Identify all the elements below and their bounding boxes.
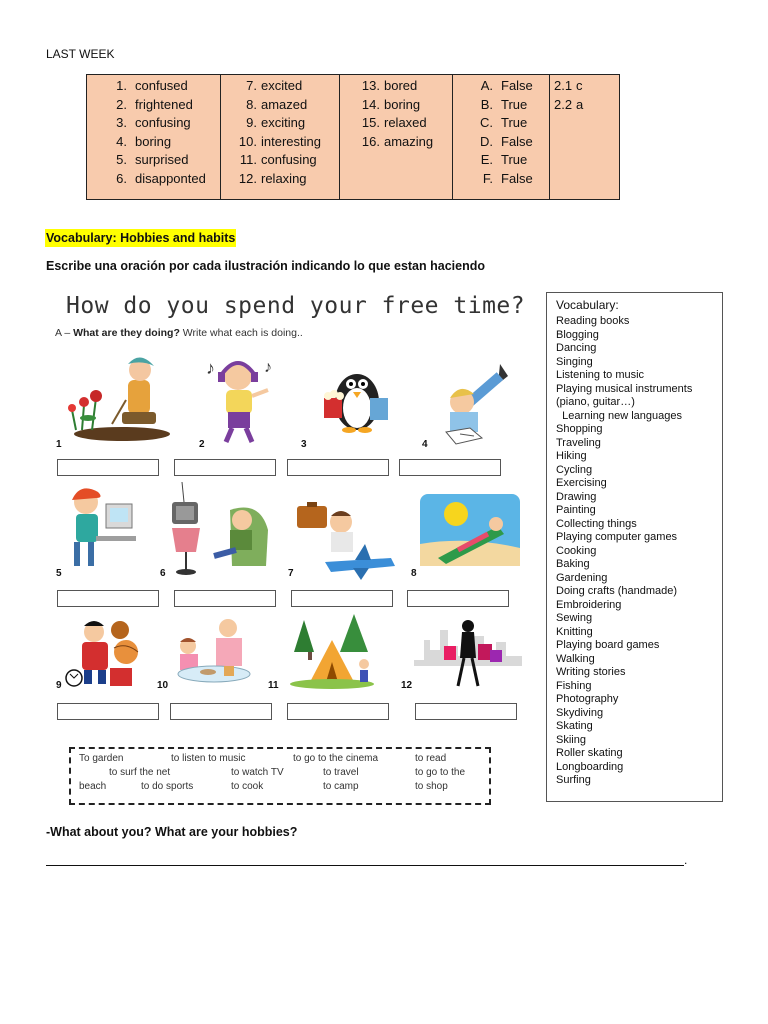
answer-word: confusing (261, 152, 317, 168)
word-bank-item: to watch TV (231, 767, 284, 778)
vocabulary-item: Skydiving (556, 706, 604, 719)
travel-illustration (295, 500, 399, 580)
answer-word: amazing (384, 133, 434, 149)
answer-number: 2.2 (554, 96, 573, 112)
vocabulary-item: Collecting things (556, 517, 637, 530)
reading-illustration (440, 362, 512, 446)
camping-illustration (288, 612, 376, 690)
answer-number: 9. (246, 115, 257, 131)
answer-box-6[interactable] (174, 590, 276, 607)
vocabulary-item: Cooking (556, 544, 597, 557)
cinema-penguin-illustration (322, 362, 392, 434)
answer-box-2[interactable] (174, 459, 276, 476)
answer-number: F. (482, 171, 493, 186)
vocabulary-item: Gardening (556, 571, 608, 584)
answer-column-1 (87, 75, 221, 199)
item-number: 11 (268, 680, 279, 691)
answer-number: 14. (361, 96, 380, 112)
word-bank-item: to go to the cinema (293, 753, 379, 764)
item-number: 8 (411, 568, 417, 579)
vocabulary-item: Embroidering (556, 598, 622, 611)
answer-word: confused (135, 78, 188, 93)
answer-number: B. (480, 96, 493, 112)
answer-word: exciting (261, 115, 306, 131)
item-number: 4 (422, 439, 428, 450)
answer-number: 16. (361, 133, 380, 149)
answer-number: 4. (116, 133, 127, 149)
shopping-illustration (414, 616, 522, 690)
item-number: 10 (157, 680, 169, 691)
answer-box-4[interactable] (399, 459, 501, 476)
answer-word: amazed (261, 96, 308, 112)
answer-word: relaxing (261, 171, 307, 186)
vocabulary-item: Fishing (556, 679, 592, 692)
hobbies-question: -What about you? What are your hobbies? (46, 825, 298, 839)
vocabulary-item: Listening to music (556, 369, 645, 381)
vocabulary-item: Walking (556, 652, 595, 665)
vocabulary-item: (piano, guitar…) (556, 396, 635, 408)
word-bank-item: to travel (323, 767, 359, 778)
worksheet-title: How do you spend your free time? (66, 293, 526, 319)
answer-word: False (501, 133, 533, 149)
answer-column-5 (550, 75, 618, 199)
word-bank-item: to camp (323, 781, 359, 792)
vocabulary-item: Photography (556, 693, 619, 705)
answer-number: 5. (116, 152, 127, 168)
answer-word: excited (261, 78, 303, 93)
answer-column-4 (453, 75, 550, 199)
vocabulary-item: Playing musical instruments (556, 382, 693, 395)
vocabulary-item: Writing stories (556, 666, 626, 678)
vocabulary-list (556, 315, 692, 788)
sports-illustration (64, 612, 142, 690)
vocabulary-item: Traveling (556, 436, 601, 449)
subtitle-prefix: A – (55, 327, 74, 339)
word-bank-item: to surf the net (109, 767, 171, 778)
vocabulary-item: Painting (556, 504, 596, 516)
answer-word: interesting (261, 133, 321, 149)
cooking-illustration (172, 616, 258, 690)
watching-tv-illustration (170, 480, 274, 576)
answer-box-11[interactable] (287, 703, 389, 720)
vocabulary-item: Drawing (556, 490, 597, 503)
answer-column-2 (221, 75, 340, 199)
answer-word: True (501, 152, 528, 168)
vocabulary-item: Skiing (556, 733, 586, 746)
answer-word: boring (135, 133, 172, 149)
answer-number: 8. (246, 96, 257, 112)
vocabulary-item: Playing board games (556, 639, 660, 651)
svg-text:♪: ♪ (264, 359, 272, 376)
answer-word: False (501, 78, 533, 93)
surfing-net-illustration (66, 482, 138, 572)
vocabulary-item: Singing (556, 355, 593, 368)
answer-key-table (86, 74, 620, 200)
gardening-illustration (62, 350, 172, 442)
answer-word: confusing (135, 115, 191, 131)
item-number: 2 (199, 439, 205, 450)
answer-number: 12. (238, 171, 257, 186)
answer-number: 7. (246, 78, 257, 93)
answer-number: 11. (239, 152, 257, 168)
answer-number: 13. (361, 78, 380, 93)
answer-box-10[interactable] (170, 703, 272, 720)
answer-box-3[interactable] (287, 459, 389, 476)
answer-number: 2.1 (554, 78, 573, 93)
vocabulary-item: Exercising (556, 477, 607, 489)
answer-word: True (501, 96, 528, 112)
answer-word: c (576, 78, 583, 93)
answer-word: relaxed (384, 115, 427, 131)
item-number: 5 (56, 568, 62, 579)
answer-box-8[interactable] (407, 590, 509, 607)
vocabulary-item: Playing computer games (556, 531, 678, 543)
worksheet-subtitle (55, 327, 303, 339)
answer-column-3 (340, 75, 453, 199)
vocabulary-item: Dancing (556, 342, 597, 354)
answer-box-9[interactable] (57, 703, 159, 720)
item-number: 9 (56, 680, 62, 691)
item-number: 3 (301, 439, 307, 450)
answer-number: E. (480, 152, 493, 168)
instruction-text: Escribe una oración por cada ilustración indicando lo que estan haciendo (46, 259, 485, 273)
item-number: 6 (160, 568, 166, 579)
vocabulary-item: Longboarding (556, 760, 624, 773)
hobbies-answer-line[interactable] (46, 853, 684, 866)
last-week-heading: LAST WEEK (46, 47, 115, 61)
vocabulary-item: Blogging (556, 328, 599, 341)
vocabulary-item: Skating (556, 720, 593, 732)
vocabulary-item: Surfing (556, 774, 591, 786)
answer-word: bored (384, 78, 418, 93)
word-bank-item: to shop (415, 781, 448, 792)
vocabulary-item: Cycling (556, 463, 593, 476)
vocabulary-item: Doing crafts (handmade) (556, 585, 678, 597)
answer-box-5[interactable] (57, 590, 159, 607)
section-title: Vocabulary: Hobbies and habits (46, 231, 236, 245)
item-number: 1 (56, 439, 62, 450)
vocabulary-item: Baking (556, 558, 590, 570)
vocabulary-item: Roller skating (556, 747, 623, 759)
answer-word: a (576, 96, 584, 112)
answer-word: surprised (135, 152, 189, 168)
subtitle-rest: Write what each is doing.. (179, 327, 303, 339)
answer-number: 15. (361, 115, 380, 131)
answer-number: A. (480, 78, 493, 93)
answer-word: disapponted (135, 171, 206, 186)
subtitle-bold: What are they doing? (73, 327, 180, 339)
vocabulary-item: Knitting (556, 625, 593, 638)
svg-text:♪: ♪ (206, 358, 215, 378)
word-bank-item: beach (79, 781, 107, 792)
answer-number: D. (480, 133, 493, 149)
vocabulary-panel (546, 292, 723, 802)
word-bank-item: to read (415, 753, 447, 764)
answer-box-1[interactable] (57, 459, 159, 476)
answer-word: False (501, 171, 533, 186)
answer-number: 6. (116, 171, 127, 186)
beach-illustration (418, 492, 522, 574)
answer-line-end: . (684, 853, 688, 867)
word-bank-item: to listen to music (171, 753, 246, 764)
vocabulary-item: Shopping (556, 423, 603, 435)
word-bank-item: to cook (231, 781, 264, 792)
word-bank-item: To garden (79, 753, 124, 764)
answer-word: frightened (135, 96, 193, 112)
vocabulary-item: Sewing (556, 612, 593, 624)
vocabulary-item: Hiking (556, 450, 587, 462)
vocabulary-heading: Vocabulary: (556, 298, 619, 312)
answer-box-7[interactable] (291, 590, 393, 607)
music-listening-illustration (200, 350, 284, 445)
answer-word: boring (384, 96, 421, 112)
vocabulary-item: Reading books (556, 315, 630, 327)
item-number: 7 (288, 568, 294, 579)
item-number: 12 (401, 680, 413, 691)
answer-number: 10. (238, 133, 257, 149)
word-bank-item: to go to the (415, 767, 466, 778)
word-bank-item: to do sports (141, 781, 194, 792)
vocabulary-item: Learning new languages (556, 409, 682, 422)
answer-number: 3. (116, 115, 127, 131)
answer-word: True (501, 115, 528, 131)
answer-box-12[interactable] (415, 703, 517, 720)
answer-number: 1. (116, 78, 127, 93)
answer-number: C. (480, 115, 493, 131)
answer-number: 2. (116, 96, 127, 112)
word-bank-box (69, 747, 491, 805)
